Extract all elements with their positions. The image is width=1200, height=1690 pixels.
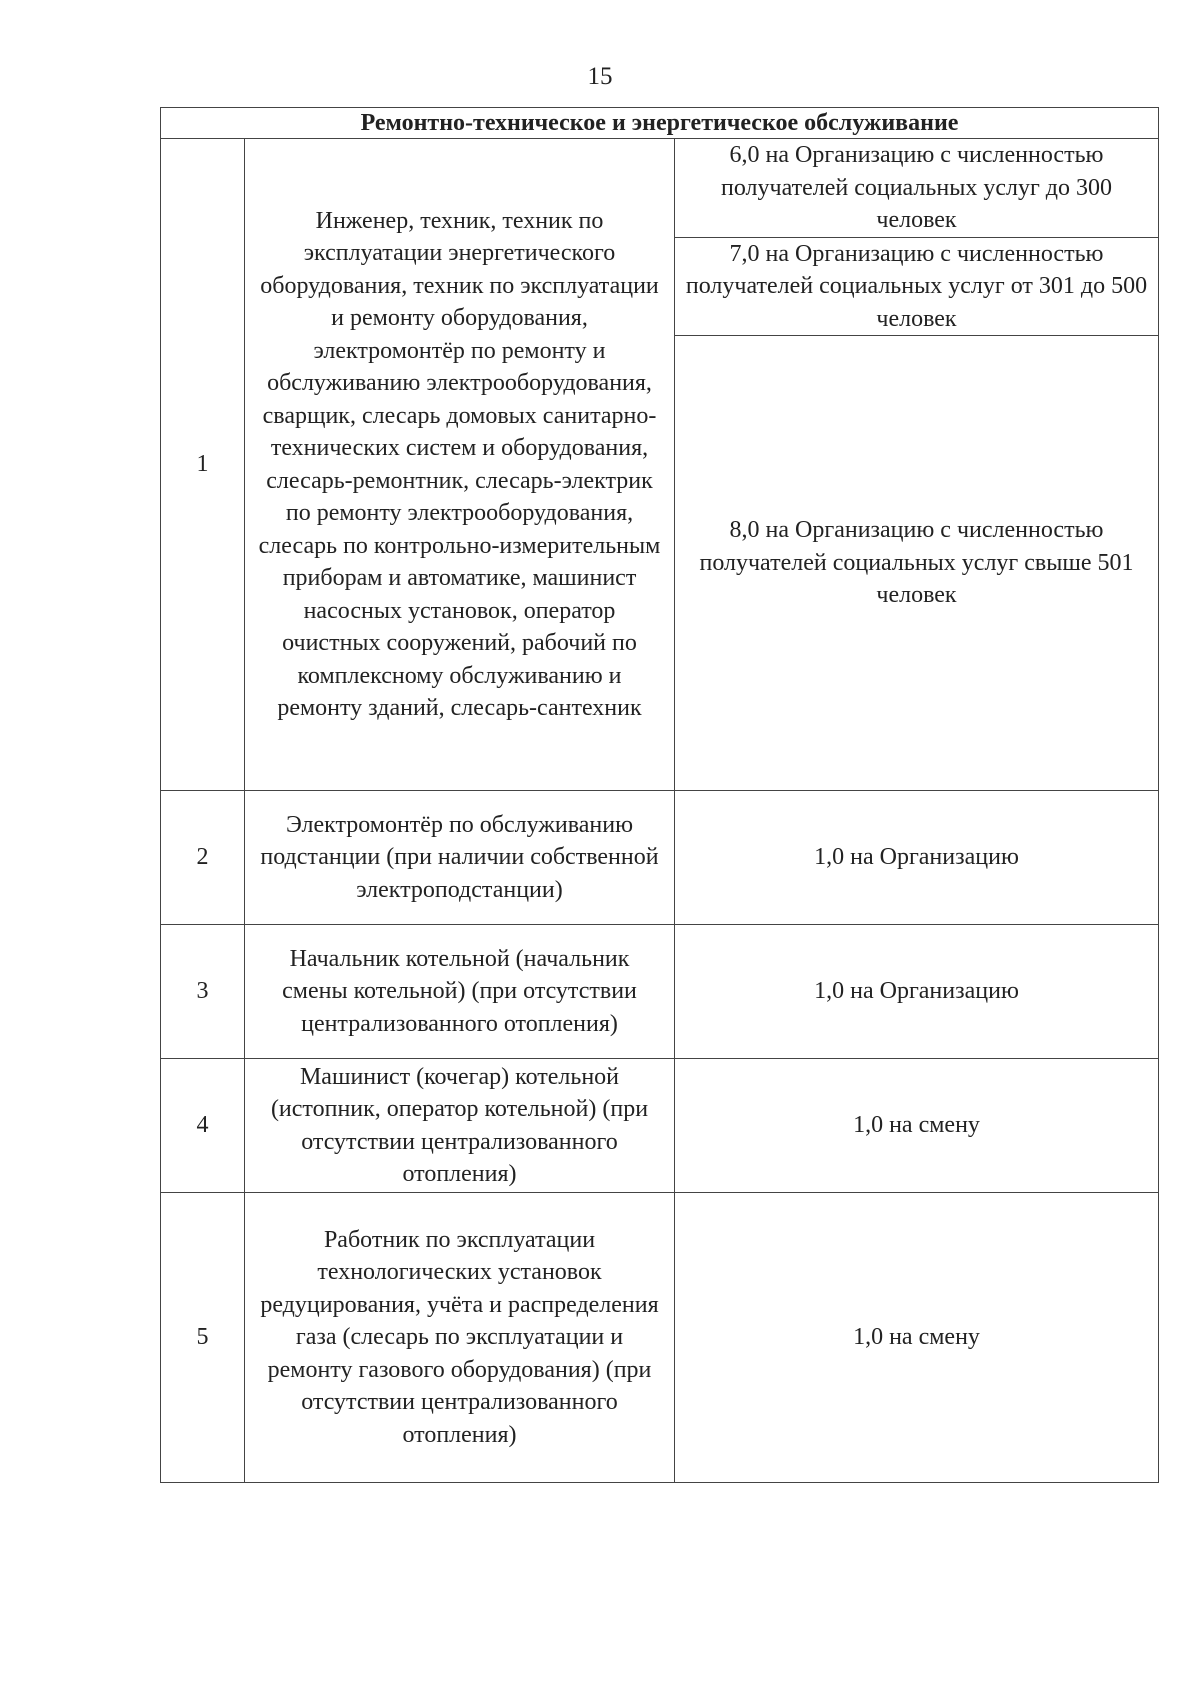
row-number: 1 — [161, 139, 245, 791]
page-number: 15 — [587, 63, 613, 90]
table-row — [161, 1193, 1159, 1483]
position-cell: Инженер, техник, техник по эксплуатации энергетического оборудования, техник по эксплуатации и ремонту оборудования, электромонтёр по ремонту и обслуживанию электрооборудования, сварщик, слесарь домовых санитарно-технических систем и оборудования, слесарь-ремонтник, слесарь-электрик по ремонту электрооборудования, слесарь по контрольно-измерительным приборам и автоматике, машинист насосных установок, оператор очистных сооружений, рабочий по комплексному обслуживанию и ремонту зданий, слесарь-сантехник — [245, 139, 675, 791]
norm-cell: 1,0 на смену — [675, 1059, 1159, 1193]
section-header-row — [161, 108, 1159, 139]
norm-cell: 8,0 на Организацию с численностью получателей социальных услуг свыше 501 человек — [675, 336, 1159, 791]
position-cell: Начальник котельной (начальник смены котельной) (при отсутствии централизованного отопления) — [245, 925, 675, 1059]
norm-cell: 1,0 на Организацию — [675, 925, 1159, 1059]
section-title: Ремонтно-техническое и энергетическое обслуживание — [161, 108, 1159, 139]
row-number: 2 — [161, 791, 245, 925]
position-cell: Машинист (кочегар) котельной (истопник, оператор котельной) (при отсутствии централизованного отопления) — [245, 1059, 675, 1193]
table-row — [161, 925, 1159, 1059]
position-cell: Работник по эксплуатации технологических установок редуцирования, учёта и распределения газа (слесарь по эксплуатации и ремонту газового оборудования) (при отсутствии централизованного отопления) — [245, 1193, 675, 1483]
table-row — [161, 1059, 1159, 1193]
norm-cell: 6,0 на Организацию с численностью получателей социальных услуг до 300 человек — [675, 139, 1159, 238]
row-number: 4 — [161, 1059, 245, 1193]
row-number: 5 — [161, 1193, 245, 1483]
table-row — [161, 139, 1159, 238]
row-number: 3 — [161, 925, 245, 1059]
norm-cell: 1,0 на Организацию — [675, 791, 1159, 925]
norm-cell: 1,0 на смену — [675, 1193, 1159, 1483]
table-row — [161, 791, 1159, 925]
staffing-table — [160, 107, 1159, 1483]
norm-cell: 7,0 на Организацию с численностью получателей социальных услуг от 301 до 500 человек — [675, 237, 1159, 336]
position-cell: Электромонтёр по обслуживанию подстанции (при наличии собственной электроподстанции) — [245, 791, 675, 925]
